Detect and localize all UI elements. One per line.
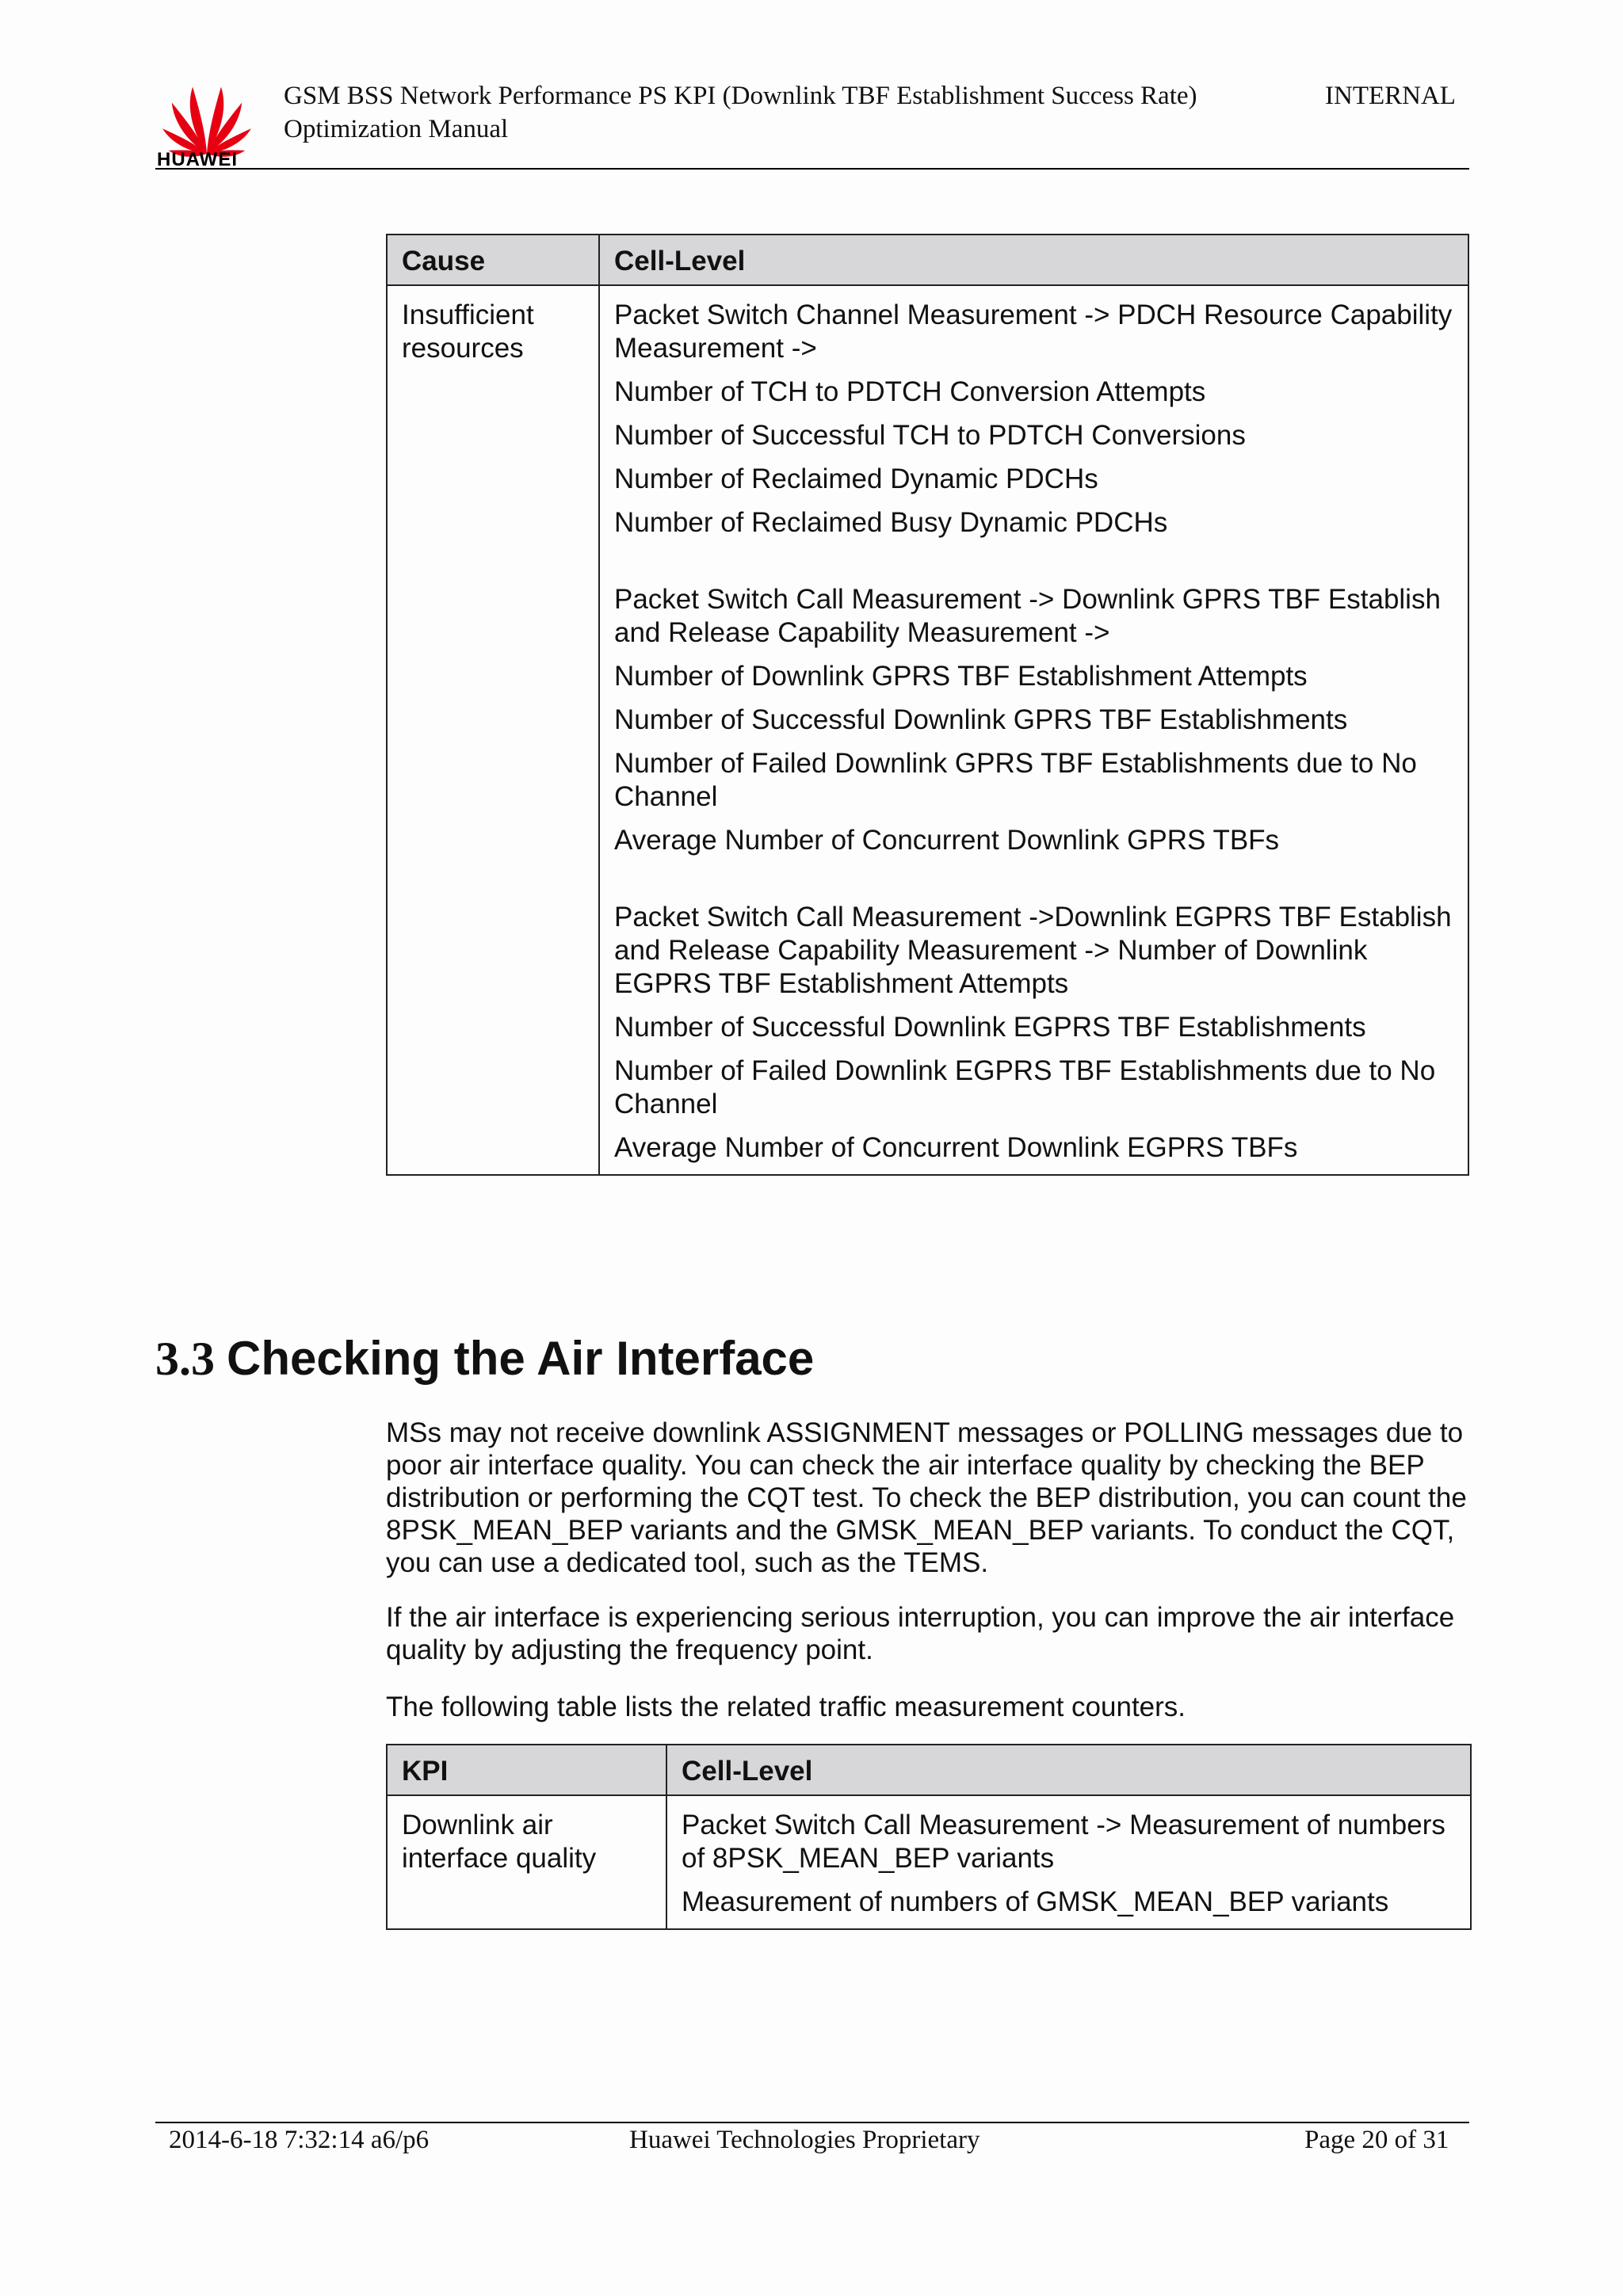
kpi-cell: Downlink air interface quality <box>387 1795 666 1929</box>
classification-label: INTERNAL <box>1325 82 1456 110</box>
counter-entry: Number of Reclaimed Dynamic PDCHs <box>614 463 1098 494</box>
counter-entry: Average Number of Concurrent Downlink GPRS TBFs <box>614 825 1280 856</box>
counter-entry: Packet Switch Call Measurement ->Downlink EGPRS TBF Establish and Release Capability Measurement -> Number of Downlink EGPRS TBF Establishment Attempts <box>614 902 1452 999</box>
document-title: GSM BSS Network Performance PS KPI (Downlink TBF Establishment Success Rate) Optimization Manual <box>284 82 1197 143</box>
logo-wordmark: HUAWEI <box>157 149 238 170</box>
counter-entry: Number of Failed Downlink GPRS TBF Establishments due to No Channel <box>614 748 1417 812</box>
section-number: 3.3 <box>155 1333 215 1385</box>
counter-entry: Packet Switch Channel Measurement -> PDCH Resource Capability Measurement -> <box>614 299 1453 364</box>
counter-entry: Number of Successful Downlink EGPRS TBF Establishments <box>614 1012 1366 1043</box>
body-paragraph: MSs may not receive downlink ASSIGNMENT messages or POLLING messages due to poor air interface quality. You can check the air interface quality by checking the BEP distribution or performing the CQT test. To check the BEP distribution, you can count the 8PSK_MEAN_BEP variants and the GMSK_MEAN_BEP variants. To conduct the CQT, you can use a dedicated tool, such as the TEMS. <box>386 1417 1467 1578</box>
table-row <box>387 285 1468 1175</box>
counter-entry: Number of Successful TCH to PDTCH Conversions <box>614 420 1246 451</box>
counter-entry: Number of Failed Downlink EGPRS TBF Establishments due to No Channel <box>614 1055 1436 1119</box>
footer-proprietary: Huawei Technologies Proprietary <box>629 2126 980 2154</box>
footer-timestamp: 2014-6-18 7:32:14 a6/p6 <box>169 2126 430 2154</box>
table-header-row <box>387 1745 1471 1795</box>
counter-entry: Measurement of numbers of GMSK_MEAN_BEP variants <box>682 1886 1389 1917</box>
table-header-row <box>387 235 1468 285</box>
counter-entry: Number of Reclaimed Busy Dynamic PDCHs <box>614 507 1168 538</box>
counter-entry: Number of Successful Downlink GPRS TBF Establishments <box>614 704 1348 735</box>
counters-table-air-interface <box>386 1744 1472 1930</box>
cell-level-cell <box>666 1795 1471 1929</box>
column-header-cell-level: Cell-Level <box>666 1745 1471 1795</box>
counter-entry: Number of TCH to PDTCH Conversion Attempts <box>614 376 1206 407</box>
counter-entry: Number of Downlink GPRS TBF Establishment Attempts <box>614 661 1308 692</box>
body-paragraph: If the air interface is experiencing serious interruption, you can improve the air interface quality by adjusting the frequency point. <box>386 1602 1455 1665</box>
column-header-cause: Cause <box>387 235 599 285</box>
body-paragraph: The following table lists the related traffic measurement counters. <box>386 1691 1186 1722</box>
footer-divider <box>155 2122 1469 2123</box>
page-number: Page 20 of 31 <box>1304 2126 1449 2154</box>
column-header-kpi: KPI <box>387 1745 666 1795</box>
counter-entry: Average Number of Concurrent Downlink EGPRS TBFs <box>614 1132 1298 1163</box>
section-title: Checking the Air Interface <box>227 1332 815 1385</box>
counter-entry: Packet Switch Call Measurement -> Downlink GPRS TBF Establish and Release Capability Measurement -> <box>614 584 1441 648</box>
counter-entry: Packet Switch Call Measurement -> Measurement of numbers of 8PSK_MEAN_BEP variants <box>682 1810 1445 1874</box>
section-heading <box>155 1331 814 1386</box>
cause-cell: Insufficient resources <box>387 285 599 1175</box>
header-divider <box>155 168 1469 170</box>
cell-level-cell <box>599 285 1468 1175</box>
table-row <box>387 1795 1471 1929</box>
counters-table-resources <box>386 234 1469 1176</box>
column-header-cell-level: Cell-Level <box>599 235 1468 285</box>
